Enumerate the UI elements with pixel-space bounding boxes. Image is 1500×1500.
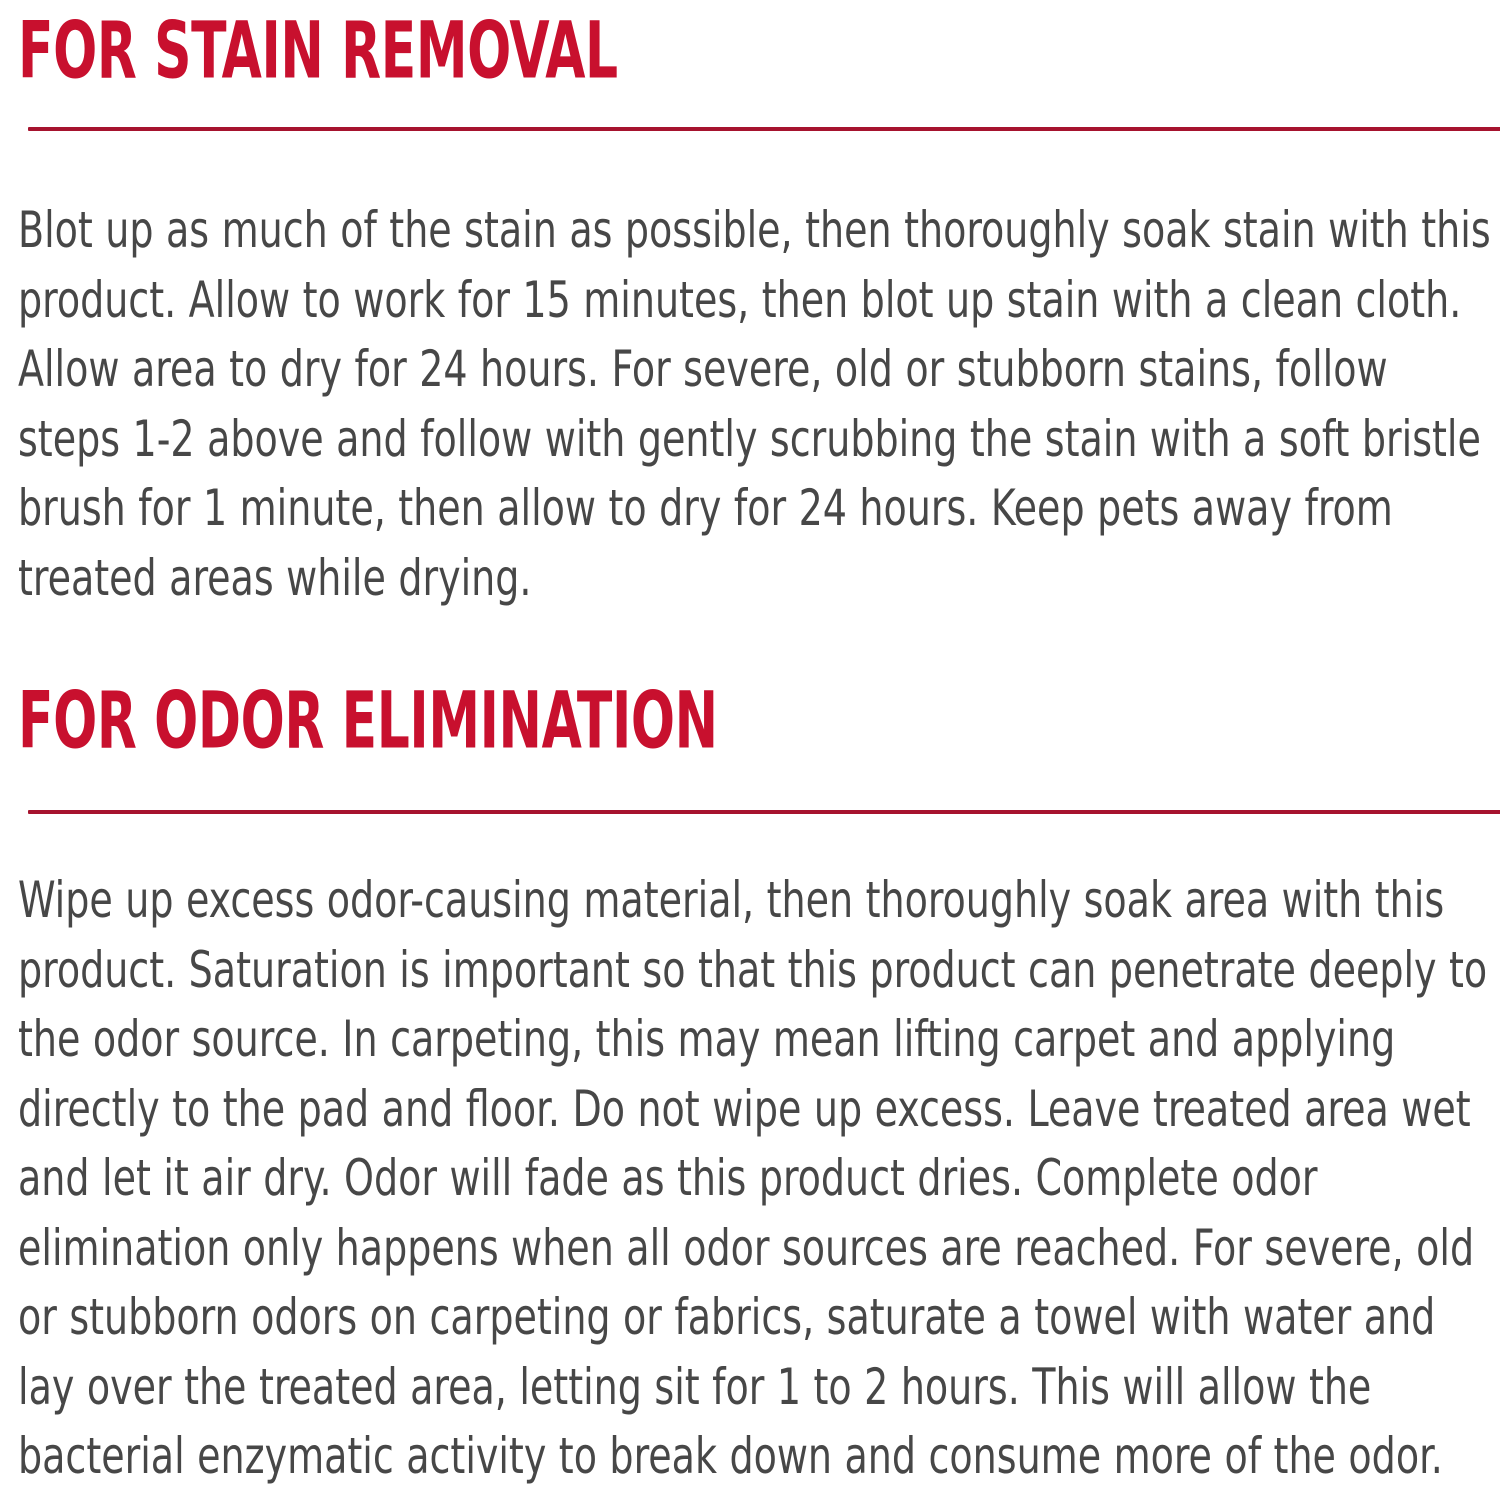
section-divider-odor-elimination bbox=[28, 810, 1500, 814]
section-heading-stain-removal: FOR STAIN REMOVAL bbox=[18, 5, 618, 97]
section-body-odor-elimination: Wipe up excess odor-causing material, then thoroughly soak area with this product. Saturation is important so that this product can penetrate deeply to the odor source. In carpeting, this may mean lifting carpet and applying directly to the pad and floor. Do not wipe up excess. Leave treated area wet and let it air dry. Odor will fade as this product dries. Complete odor elimination only happens when all odor sources are reached. For severe, old or stubborn odors on carpeting or fabrics, saturate a towel with water and lay over the treated area, letting sit for 1 to 2 hours. This will allow the bacterial enzymatic activity to break down and consume more of the odor. bbox=[18, 871, 1488, 1485]
section-body-stain-removal: Blot up as much of the stain as possible, then thoroughly soak stain with this product. Allow to work for 15 minutes, then blot up stain with a clean cloth. Allow area to dry for 24 hours. For severe, old or stubborn stains, follow steps 1-2 above and follow with gently scrubbing the stain with a soft bristle brush for 1 minute, then allow to dry for 24 hours. Keep pets away from treated areas while drying. bbox=[18, 201, 1491, 607]
section-heading-odor-elimination: FOR ODOR ELIMINATION bbox=[18, 675, 718, 767]
section-divider-stain-removal bbox=[28, 127, 1500, 131]
